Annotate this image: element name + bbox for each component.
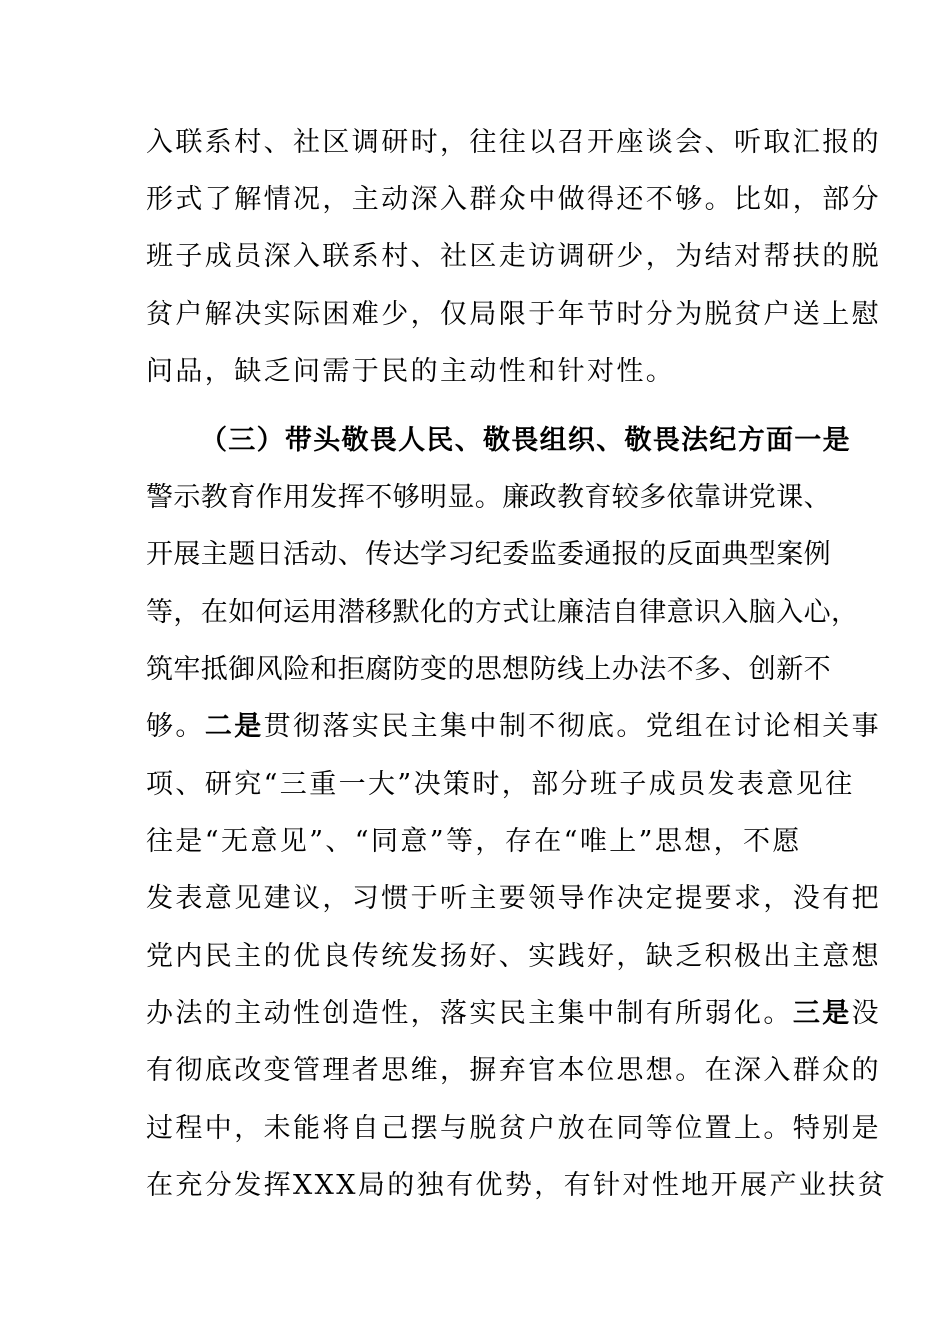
text-segment: 没 — [851, 998, 882, 1029]
text-line: 形式了解情况，主动深入群众中做得还不够。比如，部分 — [146, 184, 881, 215]
text-line: 等，在如何运用潜移默化的方式让廉洁自律意识入脑入心， — [146, 597, 859, 628]
text-line: 过程中，未能将自己摆与脱贫户放在同等位置上。特别是 — [146, 1113, 881, 1144]
text-segment: 够。 — [146, 711, 205, 742]
text-line: 警示教育作用发挥不够明显。廉政教育较多依靠讲党课、 — [146, 482, 831, 513]
text-line: 党内民主的优良传统发扬好、实践好，缺乏积极出主意想 — [146, 941, 881, 972]
text-line: 问品，缺乏问需于民的主动性和针对性。 — [146, 356, 676, 387]
text-segment: 贯彻落实民主集中制不彻底。党组在讨论相关事 — [263, 711, 882, 742]
text-line — [146, 999, 881, 1029]
text-segment: 办法的主动性创造性，落实民主集中制有所弱化。 — [146, 998, 793, 1029]
text-line: 入联系村、社区调研时，往往以召开座谈会、听取汇报的 — [146, 127, 881, 158]
text-line: 项、研究“三重一大”决策时，部分班子成员发表意见往 — [146, 769, 855, 800]
text-line: 班子成员深入联系村、社区走访调研少，为结对帮扶的脱 — [146, 241, 881, 272]
text-line — [146, 712, 881, 742]
text-line: 筑牢抵御风险和拒腐防变的思想防线上办法不多、创新不 — [146, 654, 831, 685]
text-line: 往是“无意见”、“同意”等，存在“唯上”思想，不愿 — [146, 826, 802, 857]
emphasis-label: 二是 — [204, 711, 264, 742]
text-line: 有彻底改变管理者思维，摒弃官本位思想。在深入群众的 — [146, 1055, 881, 1086]
text-line: 在充分发挥XXX局的独有优势，有针对性地开展产业扶贫 — [146, 1170, 888, 1201]
text-line: 贫户解决实际困难少，仅局限于年节时分为脱贫户送上慰 — [146, 299, 881, 330]
emphasis-label: 三是 — [792, 998, 852, 1029]
text-line: 开展主题日活动、传达学习纪委监委通报的反面典型案例 — [146, 539, 831, 570]
section-heading: （三）带头敬畏人民、敬畏组织、敬畏法纪方面一是 — [200, 425, 851, 456]
text-line: 发表意见建议，习惯于听主要领导作决定提要求，没有把 — [146, 883, 881, 914]
